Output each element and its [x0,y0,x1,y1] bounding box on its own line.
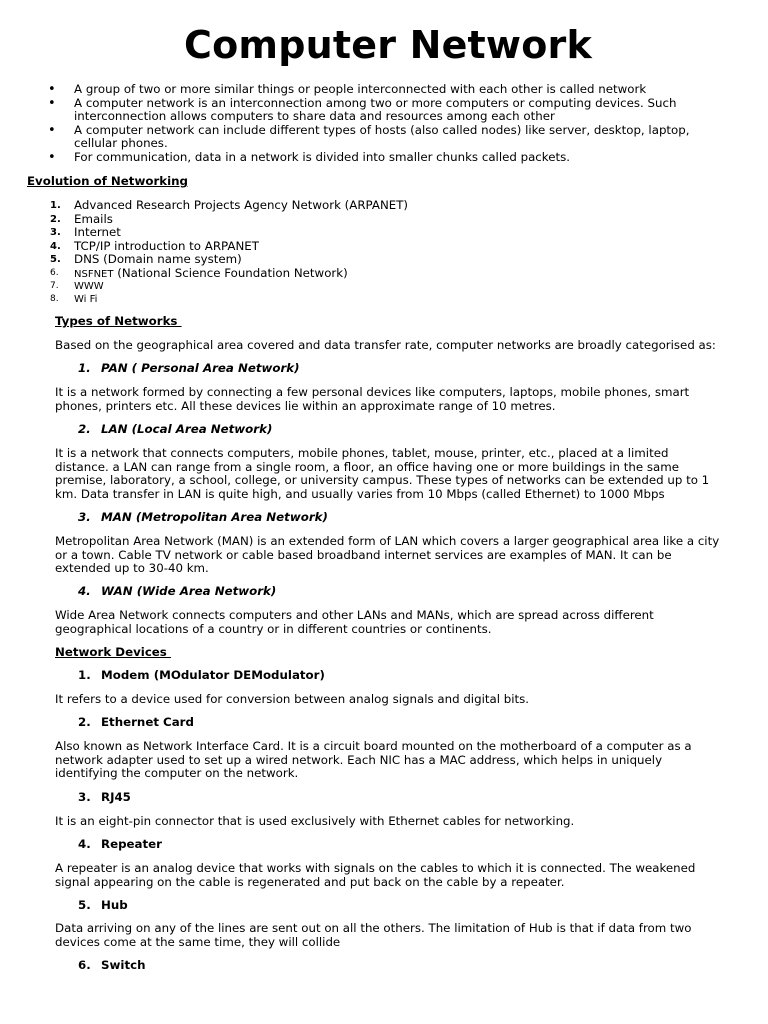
network-type-number: 1. [78,361,91,375]
intro-bullet: • A group of two or more similar things or people interconnected with each other is called network [40,83,730,97]
evolution-item-number: 5. [50,254,61,266]
evolution-item-text: (National Science Foundation Network) [113,265,348,280]
network-type-title [78,423,272,437]
evolution-item-number: 6. [50,267,59,278]
device-description: It is an eight-pin connector that is used exclusively with Ethernet cables for networking. [55,814,575,828]
network-type-number: 3. [78,510,91,524]
intro-bullet-list [40,83,730,165]
network-type-number: 4. [78,584,91,598]
device-number: 1. [78,668,91,682]
evolution-item-text: Internet [74,225,121,240]
device-title [78,959,145,973]
device-title [78,791,131,805]
evolution-item-text: TCP/IP introduction to ARPANET [74,238,259,253]
device-title [78,838,162,852]
network-type-name: WAN (Wide Area Network) [101,584,277,598]
network-type-description: It is a network that connects computers, mobile phones, tablet, mouse, printer, etc., placed at a limited distance. a LAN can range from a single room, a floor, an office having one or more buildings in the same premise, laboratory, a school, college, or university campus. These types of networks can be extended up to 1 km. Data transfer in LAN is quite high, and usually varies from 10 Mbps (called Ethernet) to 1000 Mbps [55,446,710,501]
network-type-description: It is a network formed by connecting a few personal devices like computers, laptops, mobile phones, smart phones, printers etc. All these devices lie within an approximate range of 10 metres. [55,385,690,413]
evolution-item [40,267,408,280]
intro-bullet: • A computer network can include different types of hosts (also called nodes) like server, desktop, laptop, cellular phones. [40,124,730,151]
evolution-item-text: Advanced Research Projects Agency Network (ARPANET) [74,198,409,212]
network-type-description: Metropolitan Area Network (MAN) is an extended form of LAN which covers a larger geographical area like a city or a town. Cable TV network or cable based broadband internet services are examples of MAN. It can be extended up to 30-40 km. [55,534,720,576]
evolution-item-text: Wi Fi [74,293,98,305]
network-type-title [78,362,300,376]
evolution-list [40,199,408,306]
device-name: Modem (MOdulator DEModulator) [101,668,325,682]
device-name: Repeater [101,837,162,851]
device-number: 5. [78,898,91,912]
evolution-item-acronym: NSFNET [74,268,114,280]
evolution-item [40,280,408,293]
evolution-item [40,226,408,240]
network-type-title [78,511,328,525]
device-description: A repeater is an analog device that works with signals on the cables to which it is connected. The weakened signal appearing on the cable is regenerated and put back on the cable by a repeater. [55,861,696,889]
device-description: Data arriving on any of the lines are sent out on all the others. The limitation of Hub is that if data from two devices come at the same time, they will collide [55,921,692,949]
evolution-heading: Evolution of Networking [27,174,188,188]
network-type-description: Wide Area Network connects computers and other LANs and MANs, which are spread across different geographical locations of a country or in different countries or continents. [55,608,654,636]
intro-bullet: • A computer network is an interconnection among two or more computers or computing devices. Such interconnection allows computers to share data and resources among each other [40,97,730,124]
types-heading: Types of Networks [55,314,182,328]
evolution-item [40,199,408,213]
device-name: RJ45 [101,790,131,804]
evolution-item-number: 3. [50,227,61,239]
device-number: 2. [78,715,91,729]
evolution-item-text: WWW [74,280,104,292]
evolution-item-number: 1. [50,200,61,211]
device-number: 3. [78,790,91,804]
evolution-item [40,253,408,267]
device-name: Hub [101,898,128,912]
network-type-name: MAN (Metropolitan Area Network) [101,510,328,524]
types-intro: Based on the geographical area covered and data transfer rate, computer networks are broadly categorised as: [55,338,716,352]
evolution-item-number: 7. [50,280,59,291]
network-type-title [78,585,276,599]
device-title [78,899,128,913]
evolution-item [40,293,408,306]
device-number: 4. [78,837,91,851]
device-title [78,716,194,730]
evolution-item-text: Emails [74,211,113,226]
network-type-number: 2. [78,422,91,436]
evolution-item-text: DNS (Domain name system) [74,252,242,267]
intro-bullet: • For communication, data in a network is divided into smaller chunks called packets. [40,151,730,165]
evolution-item [40,213,408,227]
device-number: 6. [78,958,91,972]
device-name: Ethernet Card [101,715,194,729]
evolution-item [40,240,408,254]
device-title [78,669,325,683]
page-title: Computer Network [184,23,592,67]
network-type-name: PAN ( Personal Area Network) [101,361,300,375]
device-name: Switch [101,958,146,972]
evolution-item-number: 4. [50,240,61,252]
device-description: Also known as Network Interface Card. It is a circuit board mounted on the motherboard of a computer as a network adapter used to set up a wired network. Each NIC has a MAC address, which helps in uniquely identifying the computer on the network. [55,739,692,781]
evolution-item-number: 8. [50,293,59,304]
evolution-item-number: 2. [50,213,61,225]
devices-heading: Network Devices [55,645,171,659]
network-type-name: LAN (Local Area Network) [101,422,273,436]
device-description: It refers to a device used for conversion between analog signals and digital bits. [55,692,530,706]
